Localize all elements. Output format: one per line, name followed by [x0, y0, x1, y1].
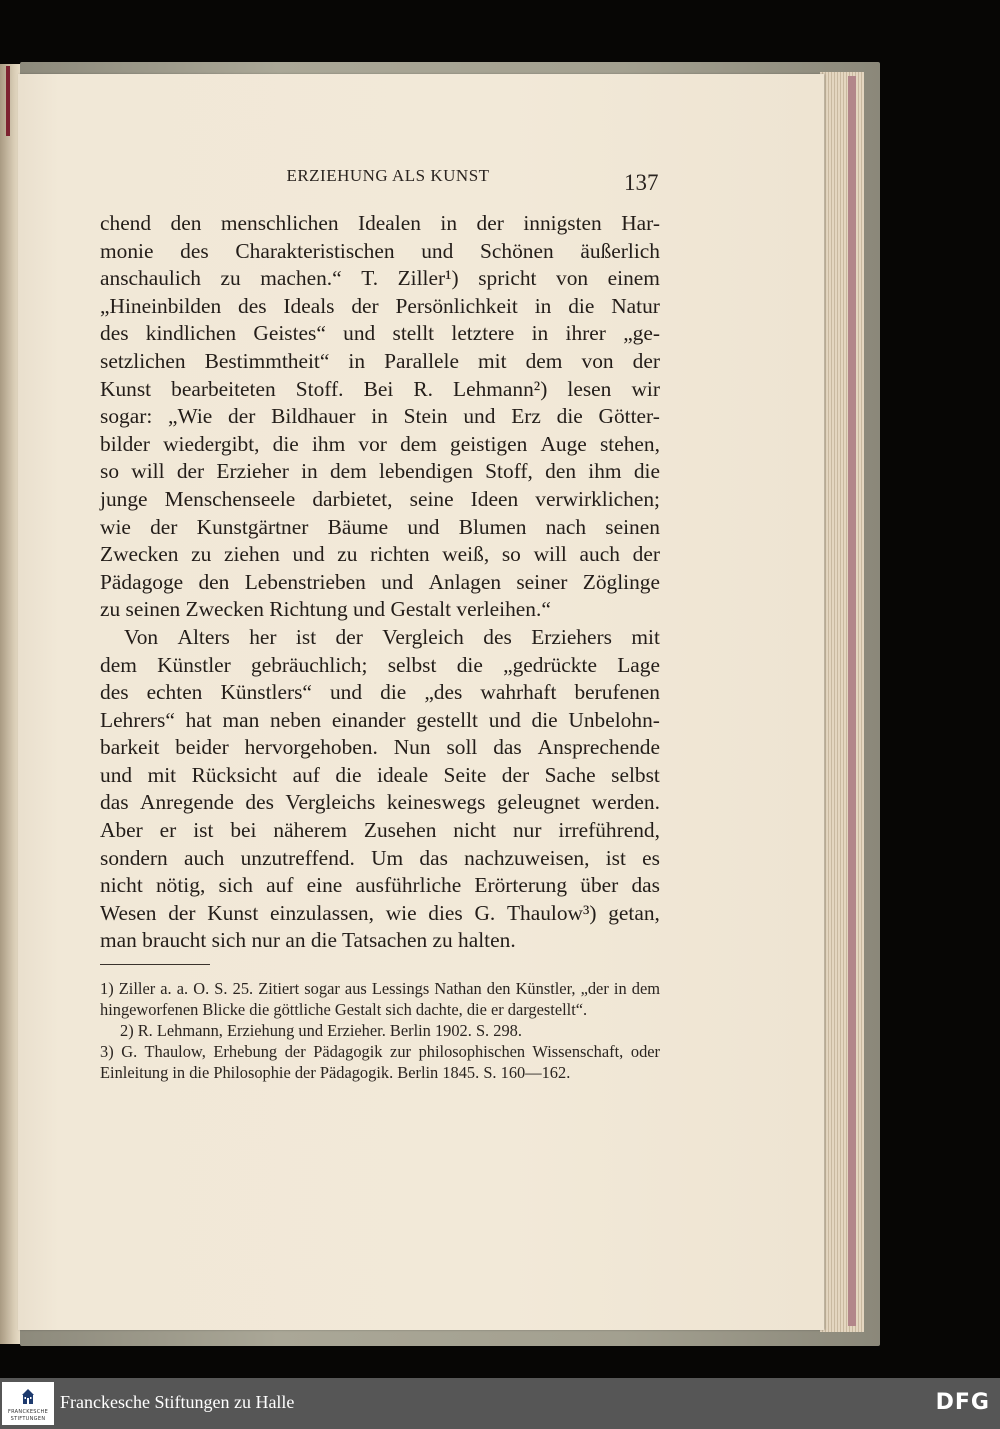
word: seine — [409, 486, 454, 511]
text-line — [100, 900, 660, 928]
word: weiß, — [442, 542, 490, 567]
word: Bestimmtheit“ — [204, 348, 330, 373]
word: der — [228, 404, 256, 429]
text-line — [100, 210, 660, 238]
word: Nun — [393, 735, 431, 760]
word: sich — [218, 873, 253, 898]
word: die — [335, 762, 362, 787]
word: dem — [100, 652, 137, 677]
text-line — [100, 569, 660, 597]
word: der — [335, 624, 363, 649]
word: Künstler — [157, 652, 231, 677]
word: wie — [385, 900, 417, 925]
word: die — [272, 431, 299, 456]
word: der — [351, 293, 379, 318]
word: und — [421, 238, 454, 263]
word: Wesen — [100, 900, 157, 925]
word: Erziehers — [531, 624, 612, 649]
word: Kunst — [207, 900, 259, 925]
word: lesen — [567, 376, 612, 401]
word: bilder — [100, 431, 150, 456]
text-line — [100, 652, 660, 680]
footnote: 1) Ziller a. a. O. S. 25. Zitiert sogar aus Lessings Nathan den Künstler, „der in dem hingeworfenen Blicke die göttliche Gestalt sich dachte, die er dargestellt“. — [100, 979, 660, 1019]
word: der — [168, 900, 196, 925]
word: ihm — [588, 459, 622, 484]
word: will — [533, 542, 567, 567]
text-line — [100, 541, 660, 569]
word: G. — [474, 900, 496, 925]
word: Bei — [363, 376, 394, 401]
text-line — [100, 320, 660, 348]
word: ist — [295, 624, 317, 649]
word: vor — [358, 431, 387, 456]
word: Erörterung — [474, 873, 568, 898]
word: zu — [337, 542, 358, 567]
word: des — [245, 790, 274, 815]
word: auf — [292, 762, 320, 787]
word: T. — [361, 266, 379, 291]
word: und — [407, 514, 440, 539]
word: das — [493, 735, 522, 760]
text-line: man braucht sich nur an die Tatsachen zu halten. — [100, 928, 516, 953]
word: es — [642, 845, 660, 870]
footnotes — [100, 978, 660, 1083]
word: die — [633, 459, 660, 484]
word: einem — [607, 266, 660, 291]
book-page — [18, 74, 824, 1330]
word: Ideals — [283, 293, 335, 318]
word: nach — [545, 514, 587, 539]
word: zu — [220, 266, 241, 291]
word: Parallele — [384, 348, 459, 373]
word: den — [545, 459, 577, 484]
word: der — [501, 762, 530, 787]
word: werden. — [591, 790, 660, 815]
word: des — [100, 321, 129, 346]
word: „Wie — [168, 404, 213, 429]
word: ihrer — [565, 321, 606, 346]
word: der — [476, 211, 504, 235]
word: Erzieher — [216, 459, 289, 484]
word: Stoff, — [485, 459, 533, 484]
word: in — [531, 321, 549, 346]
word: die — [568, 293, 595, 318]
word: von — [581, 348, 614, 373]
word: er — [159, 818, 177, 843]
word: Aber — [100, 818, 143, 843]
word: und — [329, 680, 363, 705]
word: die — [380, 680, 407, 705]
word: das — [100, 790, 129, 815]
word: berufenen — [574, 680, 660, 705]
word: dies — [428, 900, 463, 925]
word: verwirklichen; — [535, 486, 660, 511]
word: wahrhaft — [480, 680, 557, 705]
word: in — [301, 459, 318, 484]
word: die — [456, 652, 483, 677]
previous-page-edge — [0, 64, 20, 1344]
word: Vergleich — [382, 624, 464, 649]
word: keineswegs — [386, 790, 486, 815]
word: geistigen — [450, 431, 528, 456]
word: sogar: — [100, 404, 153, 429]
word: gestellt — [416, 707, 478, 732]
word: und — [100, 762, 133, 787]
word: des — [100, 680, 129, 705]
page-number: 137 — [624, 170, 659, 195]
word: Kunstgärtner — [196, 514, 309, 539]
word: ziehen — [223, 542, 280, 567]
word: so — [100, 459, 120, 484]
word: den — [170, 211, 202, 235]
body-text — [100, 210, 660, 955]
text-line — [100, 403, 660, 431]
institution-logo[interactable] — [2, 1382, 54, 1425]
word: soll — [446, 735, 478, 760]
word: mit — [631, 624, 660, 649]
word: Alters — [177, 624, 230, 649]
word: setzlichen — [100, 348, 186, 373]
word: Ideen — [470, 486, 519, 511]
word: wie — [100, 514, 131, 539]
text-line — [100, 431, 660, 459]
word: und — [488, 707, 521, 732]
word: stellt — [392, 321, 435, 346]
word: hervorgehoben. — [244, 735, 378, 760]
text-line — [100, 789, 660, 817]
word: Stoff. — [295, 376, 344, 401]
word: „Hineinbilden — [100, 293, 222, 318]
word: selbst — [611, 762, 660, 787]
word: Von — [124, 624, 159, 649]
word: wir — [631, 376, 660, 401]
word: des — [180, 238, 209, 263]
word: eine — [306, 873, 343, 898]
word: wiedergibt, — [163, 431, 260, 456]
text-line — [100, 762, 660, 790]
word: Lage — [617, 652, 660, 677]
word: letztere — [451, 321, 515, 346]
orphanage-building-icon — [20, 1388, 36, 1406]
word: Menschenseele — [164, 486, 296, 511]
word: nicht — [453, 818, 497, 843]
word: in — [371, 404, 388, 429]
text-line — [100, 845, 660, 873]
word: Anlagen — [428, 569, 502, 594]
word: Charakteristischen — [235, 238, 395, 263]
text-line — [100, 872, 660, 900]
word: das — [631, 873, 660, 898]
word: dem — [400, 431, 437, 456]
word: irreführend, — [558, 818, 660, 843]
word: Ansprechende — [537, 735, 660, 760]
word: „des — [424, 680, 463, 705]
word: Natur — [611, 293, 660, 318]
word: menschlichen — [220, 211, 339, 235]
text-line — [100, 265, 660, 293]
word: Thaulow³) — [506, 900, 597, 925]
footnote: 3) G. Thaulow, Erhebung der Pädagogik zur philosophischen Wissenschaft, oder Einleitung in die Philosophie der Pädagogik. Berlin 1845. S. 160—162. — [100, 1042, 660, 1082]
word: der — [632, 542, 660, 567]
word: anschaulich — [100, 266, 201, 291]
word: Unbelohn- — [568, 707, 660, 732]
word: selbst — [387, 652, 437, 677]
word: der — [150, 514, 178, 539]
word: lebendigen — [379, 459, 473, 484]
word: her — [249, 624, 277, 649]
text-line — [100, 679, 660, 707]
text-line — [100, 458, 660, 486]
word: chend — [100, 211, 152, 235]
text-line — [100, 486, 660, 514]
word: ideale — [377, 762, 429, 787]
word: Kunst — [100, 376, 152, 401]
word: in — [348, 348, 366, 373]
text-line — [100, 376, 660, 404]
word: „ge- — [623, 321, 660, 346]
word: den — [198, 569, 230, 594]
word: ausführliche — [355, 873, 462, 898]
word: neben — [270, 707, 322, 732]
word: nachzuweisen, — [464, 845, 590, 870]
word: die — [531, 707, 558, 732]
word: Idealen — [357, 211, 421, 235]
word: Stein — [403, 404, 448, 429]
word: Schönen — [480, 238, 554, 263]
word: des — [238, 293, 267, 318]
text-line — [100, 817, 660, 845]
word: richten — [370, 542, 430, 567]
ribbon-edge — [6, 66, 10, 136]
word: einzulassen, — [270, 900, 374, 925]
word: R. — [413, 376, 433, 401]
word: „gedrückte — [503, 652, 597, 677]
word: zu — [191, 542, 212, 567]
word: nötig, — [155, 873, 206, 898]
word: von — [556, 266, 589, 291]
word: auch — [579, 542, 620, 567]
word: ist — [605, 845, 626, 870]
text-line — [100, 514, 660, 542]
word: Seite — [443, 762, 487, 787]
dfg-logo[interactable]: DFG — [935, 1390, 990, 1415]
word: monie — [100, 238, 154, 263]
word: Persönlichkeit — [395, 293, 518, 318]
text-line — [100, 624, 660, 652]
word: Blumen — [458, 514, 527, 539]
word: echten — [146, 680, 203, 705]
running-head: ERZIEHUNG ALS KUNST — [286, 166, 490, 185]
word: und — [381, 569, 414, 594]
word: bei — [230, 818, 257, 843]
text-line — [100, 707, 660, 735]
word: Rücksicht — [191, 762, 278, 787]
word: darbietet, — [312, 486, 393, 511]
word: und — [463, 404, 496, 429]
word: Lehrers“ — [100, 707, 175, 732]
word: mit — [147, 762, 177, 787]
word: getan, — [608, 900, 660, 925]
word: Geistes“ — [253, 321, 326, 346]
word: des — [483, 624, 512, 649]
word: Lehmann²) — [453, 376, 548, 401]
footnote: 2) R. Lehmann, Erziehung und Erzieher. Berlin 1902. S. 298. — [120, 1021, 522, 1040]
word: einander — [331, 707, 406, 732]
word: hat — [185, 707, 212, 732]
word: so — [501, 542, 521, 567]
logo-text-top: FRANCKESCHE — [7, 1409, 49, 1415]
word: Zwecken — [100, 542, 179, 567]
word: und — [343, 321, 376, 346]
word: näherem — [273, 818, 348, 843]
page-stack-red-edge — [848, 76, 856, 1326]
word: Bildhauer — [271, 404, 356, 429]
word: Erz — [511, 404, 541, 429]
word: will — [131, 459, 165, 484]
word: stehen, — [599, 431, 660, 456]
word: Pädagoge — [100, 569, 184, 594]
word: beider — [175, 735, 229, 760]
word: mit — [478, 348, 507, 373]
word: barkeit — [100, 735, 160, 760]
word: der — [176, 459, 205, 484]
word: Götter- — [598, 404, 660, 429]
word: dem — [525, 348, 563, 373]
word: das — [419, 845, 448, 870]
footer-bar — [0, 1378, 1000, 1429]
word: in — [440, 211, 458, 235]
word: Zöglinge — [582, 569, 660, 594]
word: junge — [100, 486, 148, 511]
word: Lebenstrieben — [244, 569, 366, 594]
institution-name: Franckesche Stiftungen zu Halle — [60, 1392, 295, 1412]
word: Zusehen — [363, 818, 437, 843]
word: gebräuchlich; — [251, 652, 368, 677]
word: äußerlich — [580, 238, 660, 263]
word: machen.“ — [260, 266, 342, 291]
word: die — [556, 404, 583, 429]
word: Künstlers“ — [220, 680, 312, 705]
word: auch — [183, 845, 225, 870]
page-stack — [820, 72, 864, 1332]
footnote-rule — [100, 964, 210, 965]
word: man — [222, 707, 260, 732]
text-line — [100, 348, 660, 376]
text-line — [100, 293, 660, 321]
text-line — [100, 734, 660, 762]
word: Ziller¹) — [397, 266, 459, 291]
word: sondern — [100, 845, 168, 870]
word: und — [292, 542, 325, 567]
word: bearbeiteten — [171, 376, 276, 401]
word: dem — [329, 459, 367, 484]
word: Auge — [540, 431, 587, 456]
word: spricht — [478, 266, 537, 291]
word: nicht — [100, 873, 143, 898]
word: Vergleichs — [285, 790, 376, 815]
word: Bäume — [327, 514, 389, 539]
word: in — [534, 293, 552, 318]
word: geleugnet — [496, 790, 581, 815]
word: ist — [193, 818, 214, 843]
word: kindlichen — [145, 321, 237, 346]
word: Anregende — [140, 790, 234, 815]
word: ihm — [311, 431, 346, 456]
word: nur — [512, 818, 542, 843]
word: über — [580, 873, 619, 898]
word: innigsten — [523, 211, 602, 235]
word: der — [632, 348, 660, 373]
text-line — [100, 238, 660, 266]
logo-text-bottom: STIFTUNGEN — [10, 1416, 46, 1422]
word: seinen — [605, 514, 660, 539]
word: Sache — [544, 762, 596, 787]
text-line: zu seinen Zwecken Richtung und Gestalt verleihen.“ — [100, 597, 551, 622]
word: unzutreffend. — [240, 845, 355, 870]
word: seiner — [516, 569, 568, 594]
word: Har- — [621, 211, 660, 235]
word: Um — [371, 845, 404, 870]
word: auf — [266, 873, 294, 898]
